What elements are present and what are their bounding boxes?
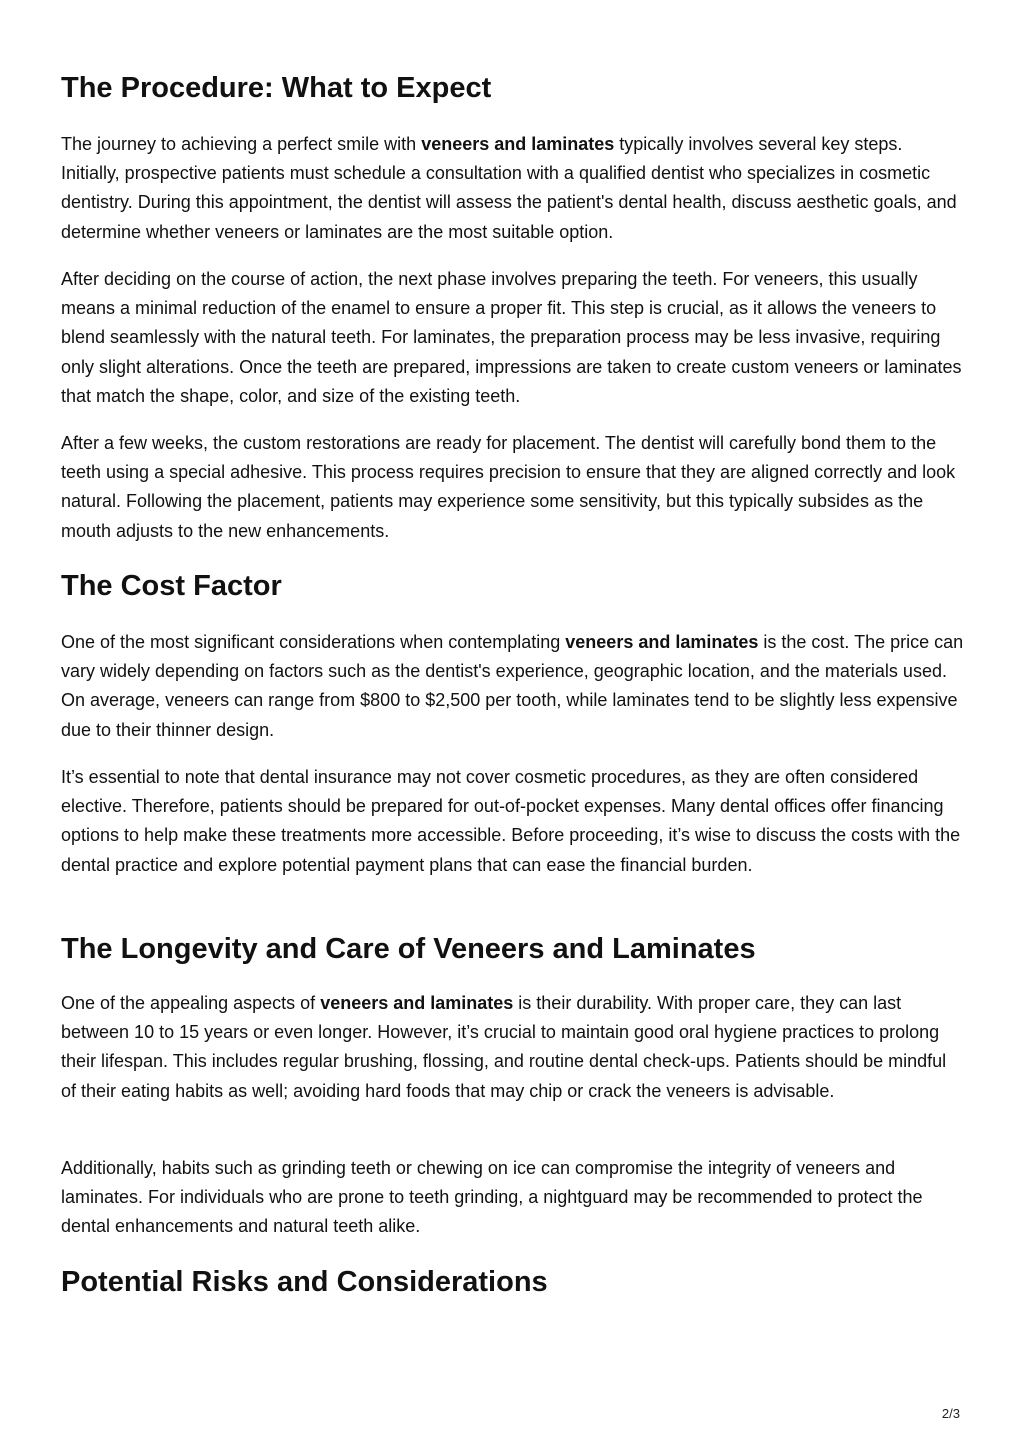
bold-keyword: veneers and laminates bbox=[421, 134, 615, 154]
section-heading-cost: The Cost Factor bbox=[61, 570, 282, 602]
bold-keyword: veneers and laminates bbox=[320, 993, 514, 1013]
procedure-paragraph-2: After deciding on the course of action, the next phase involves preparing the teeth. For veneers, this usually means a minimal reduction of the enamel to ensure a proper fit. This step is crucial, as it allows the veneers to blend seamlessly with the natural teeth. For laminates, the preparation process may be less invasive, requiring only slight alterations. Once the teeth are prepared, impressions are taken to create custom veneers or laminates that match the shape, color, and size of the existing teeth. bbox=[61, 269, 962, 406]
longevity-paragraph-1 bbox=[61, 989, 963, 1106]
section-heading-longevity: The Longevity and Care of Veneers and Laminates bbox=[61, 933, 756, 965]
text-run: is their durability. With proper care, they can last between 10 to 15 years or even longer. However, it’s crucial to maintain good oral hygiene practices to prolong their lifespan. This includes regular brushing, flossing, and routine dental check-ups. Patients should be mindful of their eating habits as well; avoiding hard foods that may chip or crack the veneers is advisable. bbox=[61, 993, 947, 1101]
text-run: One of the most significant considerations when contemplating bbox=[61, 632, 566, 652]
text-run: typically involves several key steps. Initially, prospective patients must schedule a consultation with a qualified dentist who specializes in cosmetic dentistry. During this appointment, the dentist will assess the patient's dental health, discuss aesthetic goals, and determine whether veneers or laminates are the most suitable option. bbox=[61, 134, 957, 242]
longevity-paragraph-2: Additionally, habits such as grinding teeth or chewing on ice can compromise the integrity of veneers and laminates. For individuals who are prone to teeth grinding, a nightguard may be recommended to protect the dental enhancements and natural teeth alike. bbox=[61, 1158, 923, 1237]
cost-paragraph-1 bbox=[61, 628, 966, 745]
cost-paragraph-2: It’s essential to note that dental insurance may not cover cosmetic procedures, as they are often considered elective. Therefore, patients should be prepared for out-of-pocket expenses. Many dental offices offer financing options to help make these treatments more accessible. Before proceeding, it’s wise to discuss the costs with the dental practice and explore potential payment plans that can ease the financial burden. bbox=[61, 767, 961, 875]
page-number: 2/3 bbox=[941, 1406, 960, 1421]
text-run: One of the appealing aspects of bbox=[61, 993, 321, 1013]
procedure-paragraph-3: After a few weeks, the custom restorations are ready for placement. The dentist will carefully bond them to the teeth using a special adhesive. This process requires precision to ensure that they are aligned correctly and look natural. Following the placement, patients may experience some sensitivity, but this typically subsides as the mouth adjusts to the new enhancements. bbox=[61, 433, 956, 541]
section-heading-risks: Potential Risks and Considerations bbox=[61, 1266, 548, 1298]
bold-keyword: veneers and laminates bbox=[565, 632, 759, 652]
procedure-paragraph-1 bbox=[61, 130, 963, 247]
text-run: The journey to achieving a perfect smile with bbox=[61, 134, 422, 154]
text-run: is the cost. The price can vary widely depending on factors such as the dentist's experience, geographic location, and the materials used. On average, veneers can range from $800 to $2,500 per tooth, while laminates tend to be slightly less expensive due to their thinner design. bbox=[61, 632, 964, 740]
section-heading-procedure: The Procedure: What to Expect bbox=[61, 72, 492, 104]
